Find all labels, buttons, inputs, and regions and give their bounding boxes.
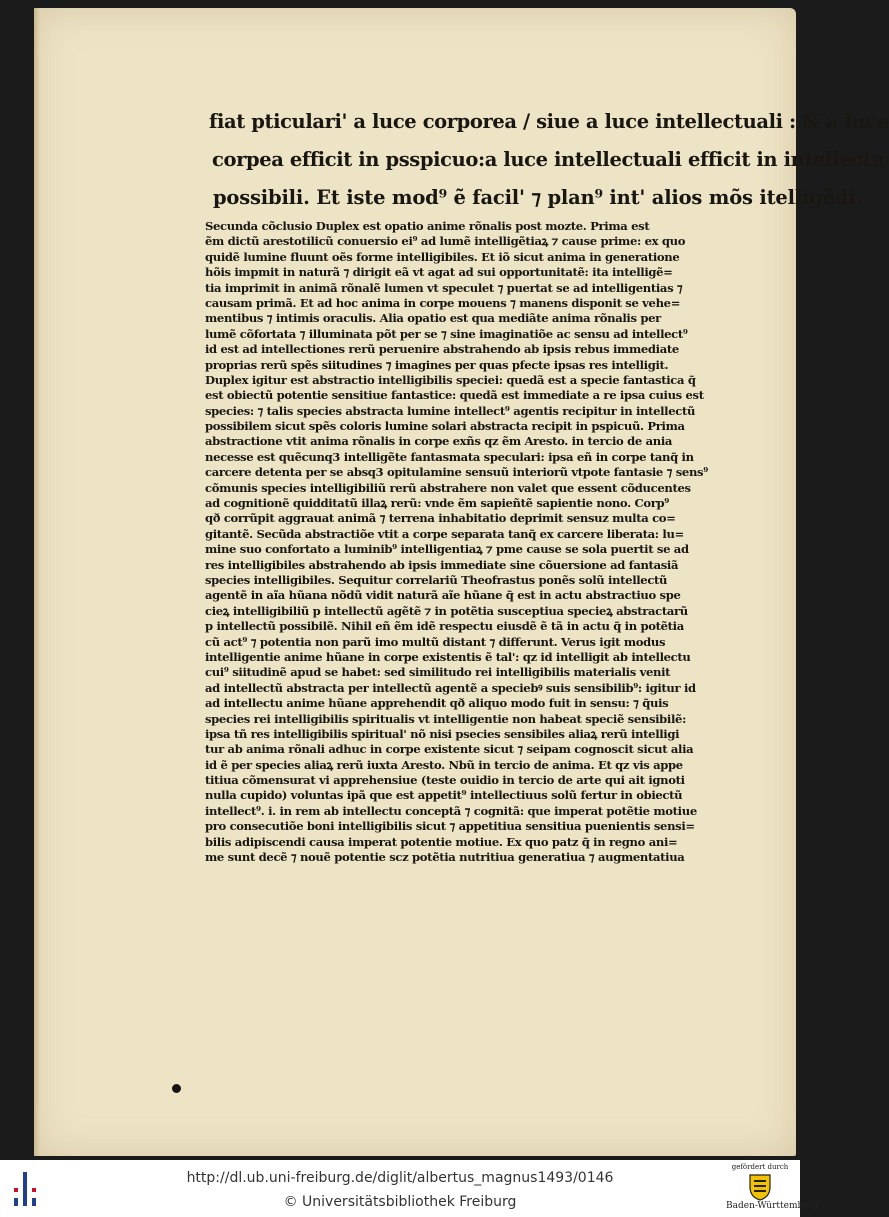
sponsor-badge (726, 1163, 819, 1212)
page-edge-shadow (34, 8, 40, 1156)
text-line: id est ad intellectiones rerũ peruenire abstrahendo ab ipsis rebus immediate (205, 342, 679, 357)
text-line: tia imprimit in animã rõnalẽ lumen vt speculet ⁊ puertat se ad intelligentias ⁊ (205, 280, 683, 295)
text-line: id ẽ per species aliaꝝ rerũ iuxta Aresto. Nbũ in tercio de anima. Et qz vis appe (205, 757, 683, 772)
text-line: agentẽ in aĩa hũana nõdũ vidit naturã aĩe hũane q̃ est in actu abstractiuo spe (205, 588, 681, 603)
text-line: gitantẽ. Secũda abstractiõe vtit a corpe separata tanq̃ ex carcere liberata: lu= (205, 526, 684, 541)
body-text (205, 219, 737, 865)
text-line: tur ab anima rõnali adhuc in corpe existente sicut ⁊ seipam cognoscit sicut alia (205, 742, 694, 757)
text-line: bilis adipiscendi causa imperat potentie motiue. Ex quo patz q̃ in regno ani= (205, 834, 678, 849)
copyright-text: © Universitätsbibliothek Freiburg (283, 1194, 517, 1210)
text-line: carcere detenta per se absq3 opitulamine sensuũ interiorũ vtpote fantasie ⁊ sens⁹ (205, 465, 708, 480)
text-line: res intelligibiles abstrahendo ab ipsis immediate sine cõuersione ad fantasiã (205, 557, 679, 572)
text-line: intellect⁹. i. in rem ab intellectu conceptã ⁊ cognitã: que imperat potẽtie motiue (205, 803, 697, 818)
text-line: pro consecutiõe boni intelligibilis sicut ⁊ appetitiua sensitiua puenientis sensi= (205, 819, 695, 834)
sponsor-label: gefördert durch (731, 1163, 789, 1171)
text-line: est obiectũ potentie sensitiue fantastice: quedã est immediate a re ipsa cuius est (205, 388, 704, 403)
text-line: species rei intelligibilis spiritualis vt intelligentie non habeat speciẽ sensibilẽ: (205, 711, 686, 726)
text-line: qð corrũpit aggrauat animã ⁊ terrena inhabitatio deprimit sensuz multa co= (205, 511, 676, 526)
text-line: lumẽ cõfortata ⁊ illuminata põt per se ⁊ sine imaginatiõe ac sensu ad intellect⁹ (205, 326, 688, 341)
text-line: ẽm dictũ arestotilicũ conuersio ei⁹ ad lumẽ intelligẽtiaꝝ ⁊ cause prime: ex quo (205, 234, 686, 249)
text-line: p intellectũ possibilẽ. Nihil eñ ẽm idẽ respectu eiusdẽ ẽ tã in actu q̃ in potẽtia (205, 619, 684, 634)
heading-line: corpea efficit in psspicuo:a luce intellectuali efficit in intellectu (212, 148, 885, 171)
ink-dot (172, 1084, 181, 1093)
text-line: abstractione vtit anima rõnalis in corpe exñs qz ẽm Aresto. in tercio de ania (205, 434, 673, 449)
text-line: cõmunis species intelligibiliũ rerũ abstrahere non valet que essent cõducentes (205, 480, 691, 495)
text-line: species intelligibiles. Sequitur correlariũ Theofrastus ponẽs solũ intellectũ (205, 572, 668, 587)
text-line: cũ act⁹ ⁊ potentia non parũ imo multũ distant ⁊ differunt. Verus igit modus (205, 634, 666, 649)
heading-line: possibili. Et iste mod⁹ ẽ facil' ⁊ plan⁹ int' alios mõs itelligẽdi. (213, 186, 863, 209)
text-line: Duplex igitur est abstractio intelligibilis speciei: quedã est a specie fantastica q̃ (205, 372, 696, 387)
text-line: ipsa tñ res intelligibilis spiritual' nõ nisi psecies sensibiles aliaꝝ rerũ intelligi (205, 726, 680, 741)
text-line: ad intellectũ abstracta per intellectũ agentẽ a speciebꝰ suis sensibilib⁹: igitur id (205, 680, 696, 695)
text-line: causam primã. Et ad hoc anima in corpe mouens ⁊ manens disponit se vehe= (205, 295, 681, 310)
sponsor-name: Baden-Württemberg (726, 1201, 819, 1211)
text-line: proprias rerũ spẽs siitudines ⁊ imagines per quas pfecte ipsas res intelligit. (205, 357, 669, 372)
footer-bar (0, 1160, 819, 1217)
text-line: titiua cõmensurat vi apprehensiue (teste ouidio in tercio de arte qui ait ignoti (205, 773, 685, 788)
text-block (205, 103, 889, 865)
text-line: nulla cupido) voluntas ipã que est appetit⁹ intellectiuus solũ fertur in obiectũ (205, 788, 683, 803)
text-line: ad cognitionẽ quidditatũ illaꝝ rerũ: vnde ẽm sapieñtẽ sapientie nono. Corp⁹ (205, 496, 669, 511)
text-line: possibilem sicut spẽs coloris lumine solari abstracta recipit in pspicuũ. Prima (205, 419, 685, 434)
text-line: quidẽ lumine fluunt oẽs forme intelligibiles. Et iõ sicut anima in generatione (205, 249, 680, 264)
text-line: Secunda cõclusio Duplex est opatio anime rõnalis post mozte. Prima est (205, 219, 650, 233)
permalink-url[interactable]: http://dl.ub.uni-freiburg.de/diglit/albertus_magnus1493/0146 (186, 1170, 614, 1186)
text-line: species: ⁊ talis species abstracta lumine intellect⁹ agentis recipitur in intellectũ (205, 403, 696, 418)
coat-of-arms-icon (747, 1173, 773, 1201)
text-line: mine suo confortato a luminib⁹ intelligentiaꝝ ⁊ pme cause se sola puertit se ad (205, 542, 689, 557)
text-line: me sunt decẽ ⁊ nouẽ potentie scz potẽtia nutritiua generatiua ⁊ augmentatiua (205, 850, 685, 865)
text-line: necesse est quẽcunq3 intelligẽte fantasmata speculari: ipsa eñ in corpe tanq̃ in (205, 449, 694, 464)
text-line: mentibus ⁊ intimis oraculis. Alia opatio est qua mediãte anima rõnalis per (205, 311, 661, 326)
heading-line: fiat pticulari' a luce corporea / siue a luce intellectuali : & a luce (209, 110, 889, 133)
text-line: cieꝝ intelligibiliũ p intellectũ agẽtẽ ⁊ in potẽtia susceptiua specieꝝ abstractarũ (205, 603, 688, 618)
text-line: intelligentie anime hũane in corpe existentis ẽ tal': qz id intelligit ab intellectu (205, 649, 691, 664)
text-line: hõis impmit in naturã ⁊ dirigit eã vt agat ad sui opportunitatẽ: ita intelligẽ= (205, 265, 673, 280)
text-line: cui⁹ siitudinẽ apud se habet: sed similitudo rei intelligibilis materialis venit (205, 665, 671, 680)
text-line: ad intellectu anime hũane apprehendit qð aliquo modo fuit in sensu: ⁊ q̃uis (205, 696, 669, 711)
